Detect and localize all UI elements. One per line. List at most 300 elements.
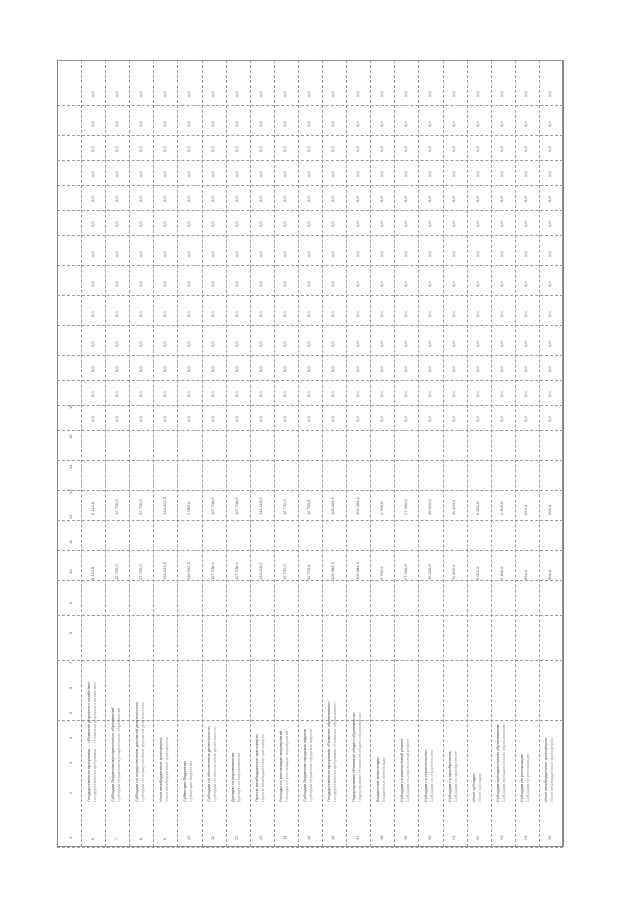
cell-value: 0,0: [426, 171, 432, 177]
cell-value: 0,0: [547, 391, 553, 397]
cell-value: 0,0: [185, 196, 191, 202]
grid-line-vertical: [274, 60, 275, 847]
cell-value: 0,0: [234, 91, 240, 97]
cell-amount-total: 11 493,0: [450, 564, 456, 580]
grid-line-horizontal: [57, 355, 563, 356]
cell-value: 0,0: [475, 311, 481, 317]
cell-value: 0,0: [258, 366, 264, 372]
cell-value: 0,0: [330, 391, 336, 397]
cell-value: 0,0: [113, 121, 119, 127]
cell-value: 0,0: [475, 196, 481, 202]
cell-value: 0,0: [161, 281, 167, 287]
cell-amount: 22 755,0: [137, 499, 143, 515]
cell-value: 0,0: [210, 416, 215, 422]
row-description: Субсидии на осуществление дорожной деятельности: [133, 702, 139, 802]
cell-value: 0,0: [185, 366, 191, 372]
cell-value: 0,0: [354, 311, 360, 317]
cell-value: 0,0: [499, 171, 505, 177]
grid-line-vertical: [129, 60, 130, 847]
row-number: 8: [137, 837, 143, 840]
cell-value: 0,0: [402, 146, 408, 152]
row-description-continued: Дотации на выравнивание: [236, 752, 242, 802]
row-number: 24: [523, 835, 529, 840]
cell-value: 0,0: [523, 91, 529, 97]
grid-line-vertical: [539, 60, 540, 847]
grid-line-vertical: [153, 60, 154, 847]
cell-value: 0,0: [450, 221, 456, 227]
header-number: 14: [67, 464, 73, 469]
cell-amount: 524,0: [523, 504, 529, 515]
grid-line-horizontal: [57, 660, 563, 661]
row-description-continued: Субсидии бюджетам городских округов: [308, 729, 314, 802]
cell-value: 0,0: [258, 146, 264, 152]
row-description: Субсидии на приобретение: [446, 750, 452, 802]
cell-value: 0,0: [89, 221, 95, 227]
cell-value: 0,0: [210, 311, 215, 317]
cell-value: 0,0: [282, 251, 288, 257]
cell-value: 0,0: [113, 416, 119, 422]
row-description-continued: Иные межбюджетные трансферты: [549, 737, 555, 802]
cell-value: 0,0: [161, 416, 167, 422]
grid-line-vertical: [202, 60, 203, 847]
grid-line-horizontal: [57, 550, 563, 551]
cell-value: 0,0: [185, 221, 191, 227]
cell-value: 0,0: [547, 121, 553, 127]
cell-value: 0,0: [426, 146, 432, 152]
cell-value: 0,0: [426, 341, 432, 347]
cell-amount: 134 110,0: [258, 497, 264, 515]
grid-line-horizontal: [57, 265, 563, 266]
row-description: Субсидии на капитальный ремонт: [398, 738, 404, 802]
cell-value: 0,0: [306, 91, 312, 97]
row-number: 20: [426, 835, 432, 840]
header-number: 8: [67, 631, 73, 634]
cell-amount-total: 117 248,0: [210, 562, 215, 580]
row-description: Иные межбюджетные трансферты: [543, 737, 549, 802]
cell-value: 0,0: [330, 221, 336, 227]
grid-line-horizontal: [57, 380, 563, 381]
cell-value: 0,0: [547, 146, 553, 152]
cell-amount: 2 405,0: [499, 501, 505, 515]
cell-value: 0,0: [450, 341, 456, 347]
cell-value: 0,0: [402, 91, 408, 97]
cell-value: 0,0: [210, 196, 215, 202]
grid-line-vertical: [105, 60, 106, 847]
grid-line-horizontal: [57, 460, 563, 461]
header-number: 7: [67, 661, 73, 664]
cell-value: 0,0: [330, 341, 336, 347]
cell-value: 0,0: [210, 391, 215, 397]
cell-value: 0,0: [89, 416, 95, 422]
cell-value: 0,0: [426, 91, 432, 97]
cell-value: 0,0: [89, 281, 95, 287]
row-description-continued: Бюджетные инвестиции: [380, 757, 386, 802]
grid-line-horizontal: [57, 210, 563, 211]
cell-value: 0,0: [330, 121, 336, 127]
cell-value: 0,0: [330, 416, 336, 422]
cell-value: 0,0: [161, 91, 167, 97]
cell-value: 0,0: [450, 416, 456, 422]
cell-value: 0,0: [306, 341, 312, 347]
cell-value: 0,0: [306, 121, 312, 127]
cell-value: 0,0: [161, 366, 167, 372]
cell-value: 0,0: [499, 121, 505, 127]
cell-value: 0,0: [547, 311, 553, 317]
cell-value: 0,0: [499, 416, 505, 422]
cell-value: 0,0: [475, 366, 481, 372]
cell-value: 0,0: [475, 416, 481, 422]
cell-value: 0,0: [161, 196, 167, 202]
cell-value: 0,0: [185, 171, 191, 177]
cell-amount: 1 083,0: [185, 501, 191, 515]
cell-value: 0,0: [450, 121, 456, 127]
grid-line-vertical: [57, 60, 58, 847]
cell-value: 0,0: [137, 251, 143, 257]
row-description-continued: Субсидии муниципальным образованиям: [501, 724, 507, 802]
cell-amount: 504,0: [547, 504, 553, 515]
cell-value: 0,0: [234, 171, 240, 177]
cell-value: 0,0: [185, 146, 191, 152]
header-number: 1: [67, 836, 73, 839]
cell-value: 0,0: [282, 121, 288, 127]
row-description-continued: Иные субсидии: [477, 773, 483, 802]
cell-value: 0,0: [523, 196, 529, 202]
cell-value: 0,0: [547, 416, 553, 422]
cell-value: 0,0: [282, 341, 288, 347]
cell-value: 0,0: [282, 366, 288, 372]
cell-value: 0,0: [258, 341, 264, 347]
row-description: Бюджетные инвестиции: [374, 757, 380, 802]
cell-value: 0,0: [210, 121, 215, 127]
cell-value: 0,0: [258, 91, 264, 97]
row-number: 17: [354, 835, 360, 840]
cell-amount: 5 002,0: [475, 501, 481, 515]
cell-value: 0,0: [523, 391, 529, 397]
cell-value: 0,0: [426, 251, 432, 257]
cell-value: 0,0: [89, 91, 95, 97]
cell-value: 0,0: [378, 121, 384, 127]
cell-value: 0,0: [137, 171, 143, 177]
cell-amount-total: 22 755,0: [137, 564, 143, 580]
cell-amount: 11 793,0: [306, 499, 312, 515]
cell-value: 0,0: [378, 91, 384, 97]
cell-value: 0,0: [426, 121, 432, 127]
cell-value: 0,0: [354, 221, 360, 227]
cell-value: 0,0: [234, 251, 240, 257]
grid-line-vertical: [515, 60, 516, 847]
grid-line-horizontal: [57, 490, 563, 491]
cell-amount: 105 084,0: [330, 497, 336, 515]
cell-value: 0,0: [161, 341, 167, 347]
grid-line-horizontal: [57, 135, 563, 136]
cell-value: 0,0: [113, 281, 119, 287]
cell-value: 0,0: [402, 281, 408, 287]
grid-line-vertical: [370, 60, 371, 847]
cell-value: 0,0: [378, 341, 384, 347]
header-number: 6: [67, 686, 73, 689]
cell-value: 0,0: [547, 171, 553, 177]
cell-value: 0,0: [547, 341, 553, 347]
row-number: 11: [210, 835, 215, 840]
cell-amount-total: 11 793,0: [306, 564, 312, 580]
cell-value: 0,0: [475, 91, 481, 97]
cell-value: 0,0: [210, 91, 215, 97]
row-number: 16: [330, 835, 336, 840]
cell-value: 0,0: [378, 196, 384, 202]
cell-amount-total: 524,0: [523, 569, 529, 580]
cell-value: 0,0: [426, 416, 432, 422]
grid-line-horizontal: [57, 430, 563, 431]
cell-value: 0,0: [113, 91, 119, 97]
cell-value: 0,0: [185, 281, 191, 287]
header-number: 4: [67, 736, 73, 739]
cell-amount: 5 114,8: [89, 501, 95, 515]
cell-value: 0,0: [475, 391, 481, 397]
cell-value: 0,0: [113, 171, 119, 177]
cell-value: 0,0: [137, 391, 143, 397]
cell-value: 0,0: [330, 251, 336, 257]
cell-amount: 117 248,0: [234, 497, 240, 515]
cell-amount: 12 755,0: [113, 499, 119, 515]
header-number: 13: [67, 489, 73, 494]
row-description-continued: Субсидии на обеспечение деятельности: [212, 726, 217, 802]
cell-value: 0,0: [450, 281, 456, 287]
cell-value: 0,0: [450, 366, 456, 372]
cell-value: 0,0: [378, 416, 384, 422]
cell-value: 0,0: [378, 366, 384, 372]
row-number: 7: [113, 837, 119, 840]
row-number: 10: [185, 835, 191, 840]
grid-line-horizontal: [57, 160, 563, 161]
row-description: Подпрограмма «Развитие общего образования»: [350, 711, 356, 802]
cell-value: 0,0: [330, 171, 336, 177]
row-number: 23: [499, 835, 505, 840]
cell-value: 0,0: [89, 391, 95, 397]
header-number: 3: [67, 761, 73, 764]
cell-value: 0,0: [234, 196, 240, 202]
row-description: Дотации на выравнивание: [230, 752, 236, 802]
row-number: 9: [161, 837, 167, 840]
cell-value: 0,0: [306, 416, 312, 422]
cell-value: 0,0: [89, 121, 95, 127]
cell-value: 0,0: [306, 366, 312, 372]
cell-value: 0,0: [306, 146, 312, 152]
cell-value: 0,0: [258, 311, 264, 317]
cell-amount-total: 134 110,0: [258, 562, 264, 580]
cell-value: 0,0: [523, 281, 529, 287]
cell-value: 0,0: [499, 221, 505, 227]
cell-value: 0,0: [330, 146, 336, 152]
header-number: 5: [67, 711, 73, 714]
cell-value: 0,0: [282, 146, 288, 152]
cell-value: 0,0: [210, 221, 215, 227]
cell-value: 0,0: [234, 391, 240, 397]
cell-amount: 11 493,0: [450, 499, 456, 515]
cell-value: 0,0: [402, 171, 408, 177]
grid-line-horizontal: [57, 325, 563, 326]
cell-value: 0,0: [402, 366, 408, 372]
row-description-continued: Субсидии на строительство: [428, 750, 434, 802]
grid-line-horizontal: [57, 105, 563, 106]
cell-value: 0,0: [258, 171, 264, 177]
cell-value: 0,0: [354, 121, 360, 127]
cell-value: 0,0: [354, 416, 360, 422]
header-number: 12: [67, 514, 73, 519]
cell-value: 0,0: [547, 281, 553, 287]
cell-value: 0,0: [234, 146, 240, 152]
cell-value: 0,0: [161, 121, 167, 127]
cell-value: 0,0: [354, 251, 360, 257]
grid-line-horizontal: [57, 520, 563, 521]
cell-value: 0,0: [547, 221, 553, 227]
cell-value: 0,0: [258, 121, 264, 127]
cell-value: 0,0: [354, 281, 360, 287]
cell-value: 0,0: [282, 221, 288, 227]
cell-value: 0,0: [185, 341, 191, 347]
row-number: 19: [402, 835, 408, 840]
row-description-continued: Субсидии на реализацию: [525, 754, 531, 802]
cell-value: 0,0: [499, 341, 505, 347]
cell-value: 0,0: [113, 196, 119, 202]
cell-value: 0,0: [89, 171, 95, 177]
cell-value: 0,0: [475, 146, 481, 152]
grid-line-horizontal: [57, 295, 563, 296]
cell-value: 0,0: [523, 221, 529, 227]
grid-line-vertical: [563, 60, 564, 847]
cell-value: 0,0: [234, 416, 240, 422]
grid-line-horizontal: [57, 720, 563, 721]
cell-amount-total: 504,0: [547, 569, 553, 580]
cell-value: 0,0: [426, 221, 432, 227]
cell-value: 0,0: [354, 146, 360, 152]
cell-value: 0,0: [330, 281, 336, 287]
cell-value: 0,0: [282, 196, 288, 202]
grid-line-vertical: [443, 60, 444, 847]
cell-value: 0,0: [426, 391, 432, 397]
cell-value: 0,0: [113, 391, 119, 397]
cell-value: 0,0: [378, 391, 384, 397]
cell-value: 0,0: [450, 391, 456, 397]
cell-value: 0,0: [402, 416, 408, 422]
cell-value: 0,0: [306, 391, 312, 397]
row-description-continued: Субвенции бюджетам: [187, 761, 193, 802]
cell-value: 0,0: [89, 366, 95, 372]
cell-value: 0,0: [161, 311, 167, 317]
cell-value: 0,0: [475, 171, 481, 177]
cell-value: 0,0: [378, 311, 384, 317]
cell-value: 0,0: [161, 251, 167, 257]
row-description-continued: Субсидии бюджетам муниципальных образований: [115, 707, 121, 802]
row-number: 14: [282, 835, 288, 840]
row-description: Субсидии на строительство: [422, 750, 428, 802]
cell-value: 0,0: [137, 281, 143, 287]
cell-value: 0,0: [523, 341, 529, 347]
cell-value: 0,0: [475, 281, 481, 287]
cell-value: 0,0: [137, 146, 143, 152]
row-description: Иные субсидии: [471, 773, 477, 802]
cell-value: 0,0: [450, 311, 456, 317]
cell-value: 0,0: [210, 171, 215, 177]
rotated-table-sheet: [57, 60, 563, 847]
cell-amount-total: 2 405,0: [499, 566, 505, 580]
row-description-continued: Субсидии на приобретение: [452, 750, 458, 802]
cell-value: 0,0: [234, 341, 240, 347]
cell-value: 0,0: [258, 391, 264, 397]
grid-line-horizontal: [57, 235, 563, 236]
cell-value: 0,0: [523, 146, 529, 152]
cell-value: 0,0: [523, 416, 529, 422]
cell-value: 0,0: [499, 311, 505, 317]
row-number: 22: [475, 835, 481, 840]
cell-value: 0,0: [499, 391, 505, 397]
cell-amount-total: 134 021,0: [161, 562, 167, 580]
cell-value: 0,0: [378, 281, 384, 287]
cell-value: 0,0: [378, 146, 384, 152]
row-description-continued: Субсидии на капитальный ремонт: [404, 738, 410, 802]
cell-value: 0,0: [282, 281, 288, 287]
cell-value: 0,0: [450, 171, 456, 177]
cell-value: 0,0: [210, 251, 215, 257]
grid-line-horizontal: [57, 580, 563, 581]
row-description-continued: Подпрограмма «Развитие общего образования»: [356, 711, 362, 802]
row-description: Государственная программа ... «Развитие дорожного хозяйства»: [85, 681, 91, 802]
row-number: 21: [450, 835, 456, 840]
cell-value: 0,0: [234, 311, 240, 317]
cell-value: 0,0: [499, 366, 505, 372]
cell-value: 0,0: [113, 221, 119, 227]
cell-value: 0,0: [450, 196, 456, 202]
cell-amount-total: 105 084,0: [354, 562, 360, 580]
cell-value: 0,0: [450, 91, 456, 97]
cell-value: 0,0: [426, 311, 432, 317]
cell-value: 0,0: [282, 171, 288, 177]
header-number: 11: [67, 539, 73, 544]
grid-line-vertical: [298, 60, 299, 847]
cell-amount: 1 766,0: [378, 501, 384, 515]
row-description: Прочие межбюджетные трансферты: [254, 734, 260, 802]
cell-value: 0,0: [306, 221, 312, 227]
cell-value: 0,0: [185, 416, 191, 422]
cell-amount-total: 5 002,0: [475, 566, 481, 580]
cell-value: 0,0: [523, 366, 529, 372]
cell-amount-total: 12 755,0: [113, 564, 119, 580]
cell-value: 0,0: [499, 91, 505, 97]
cell-value: 0,0: [258, 281, 264, 287]
cell-amount-total: 136 052,0: [185, 562, 191, 580]
cell-value: 0,0: [306, 196, 312, 202]
row-description-continued: Государственная программа «Развитие образования»: [332, 701, 338, 802]
grid-line-horizontal: [57, 405, 563, 406]
cell-value: 0,0: [210, 146, 215, 152]
grid-line-vertical: [394, 60, 395, 847]
cell-value: 0,0: [402, 251, 408, 257]
cell-value: 0,0: [89, 146, 95, 152]
grid-line-horizontal: [57, 847, 563, 848]
cell-value: 0,0: [161, 221, 167, 227]
row-description-continued: Государственная программа ... «Развитие дорожного хозяйства»: [91, 681, 97, 802]
cell-value: 0,0: [523, 251, 529, 257]
cell-value: 0,0: [523, 171, 529, 177]
cell-value: 0,0: [113, 366, 119, 372]
cell-value: 0,0: [282, 391, 288, 397]
cell-value: 0,0: [378, 221, 384, 227]
grid-line-horizontal: [57, 185, 563, 186]
cell-value: 0,0: [330, 366, 336, 372]
grid-line-vertical: [81, 60, 82, 847]
grid-line-horizontal: [57, 615, 563, 616]
cell-value: 0,0: [354, 171, 360, 177]
cell-value: 0,0: [185, 311, 191, 317]
